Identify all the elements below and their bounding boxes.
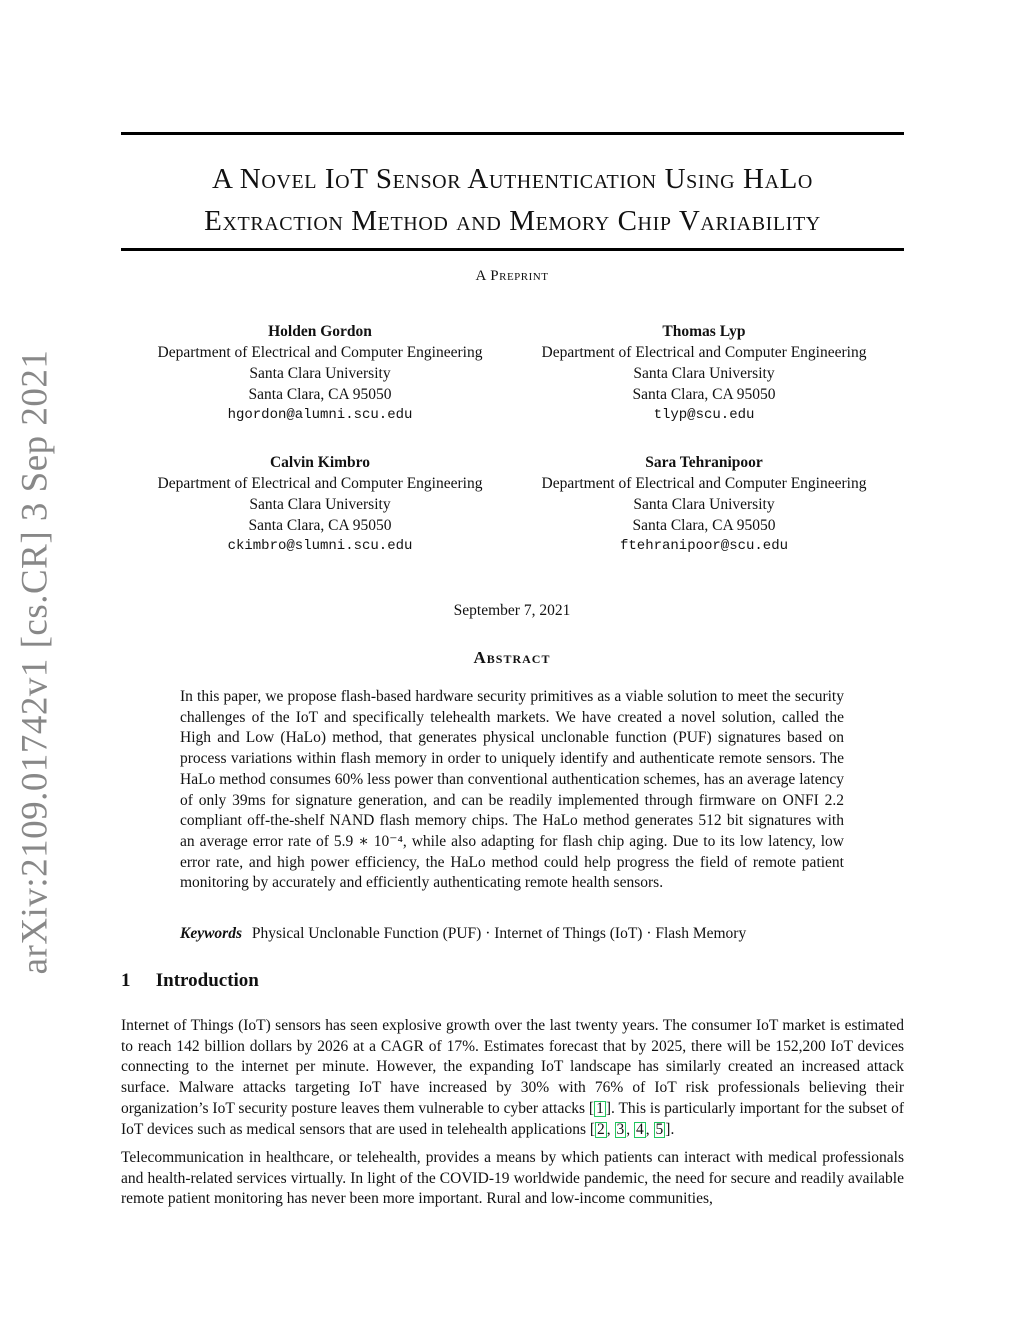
author-city: Santa Clara, CA 95050: [248, 517, 392, 534]
author-block: [120, 321, 520, 426]
intro-paragraph-2: Telecommunication in healthcare, or telehealth, provides a means by which patients can interact with medical professionals and health-related services virtually. In light of the COVID-19 worldwide pandemic, the need for secure and readily available remote patient monitoring has never been more important. Rural and low-income communities,: [121, 1149, 904, 1208]
author-name: Holden Gordon: [268, 323, 372, 340]
keywords-list: Physical Unclonable Function (PUF) · Internet of Things (IoT) · Flash Memory: [251, 925, 747, 942]
citation-separator: ,: [645, 1120, 654, 1138]
author-department: Department of Electrical and Computer Engineering: [541, 344, 867, 361]
intro-paragraph-1: [121, 1016, 904, 1140]
author-block: [504, 452, 904, 557]
author-city: Santa Clara, CA 95050: [632, 517, 776, 534]
paper-date: September 7, 2021: [453, 602, 571, 619]
intro-text: ].: [665, 1120, 675, 1138]
intro-text: ]. This is particularly important for the subset of IoT devices such as medical sensors that are used in telehealth applications [: [121, 1099, 904, 1138]
author-city: Santa Clara, CA 95050: [632, 386, 776, 403]
author-department: Department of Electrical and Computer Engineering: [541, 475, 867, 492]
author-email[interactable]: hgordon@alumni.scu.edu: [227, 407, 413, 423]
preprint-label: A Preprint: [475, 268, 549, 284]
citation-link[interactable]: 4: [636, 1120, 644, 1138]
title-line-1: A Novel IoT Sensor Authentication Using HaLo: [212, 163, 813, 195]
author-university: Santa Clara University: [633, 365, 775, 382]
abstract-text: In this paper, we propose flash-based hardware security primitives as a viable solution to meet the security challenges of the IoT and specifically telehealth markets. We have created a novel solution, called the High and Low (HaLo) method, that generates physical unclonable function (PUF) signatures based on process variations within flash memory in order to uniquely identify and authenticate remote sensors. The HaLo method consumes 60% less power than conventional authentication schemes, has an average latency of only 39ms for signature generation, and can be readily implemented through firmware on ONFI 2.2 compliant off-the-shelf NAND flash memory chips. The HaLo method generates 512 bit signatures with an average error rate of 5.9 ∗ 10⁻⁴, while also adapting for flash chip aging. Due to its low latency, low error rate, and high power efficiency, the HaLo method could help progress the field of remote patient monitoring by accurately and efficiently authenticating remote health sensors.: [180, 688, 844, 892]
title-line-2: Extraction Method and Memory Chip Variability: [204, 205, 821, 237]
citation-link[interactable]: 2: [597, 1120, 605, 1138]
intro-text: Internet of Things (IoT) sensors has seen explosive growth over the last twenty years. The consumer IoT market is estimated to reach 142 billion dollars by 2026 at a CAGR of 17%. Estimates forecast that by 2025, there will be 152,200 IoT devices connecting to the internet per minute. However, the expanding IoT landscape has similarly created an increased attack surface. Malware attacks targeting IoT have increased by 30% with 76% of IoT risk professionals believing their organization’s IoT security posture leaves them vulnerable to cyber attacks [: [121, 1017, 904, 1117]
author-block: [120, 452, 520, 557]
author-email[interactable]: tlyp@scu.edu: [653, 407, 755, 423]
abstract-heading: Abstract: [473, 648, 551, 667]
author-name: Sara Tehranipoor: [645, 454, 763, 471]
author-name: Thomas Lyp: [662, 323, 746, 340]
keywords: [180, 925, 844, 943]
author-name: Calvin Kimbro: [269, 454, 371, 471]
author-email[interactable]: ckimbro@slumni.scu.edu: [227, 538, 413, 554]
author-email[interactable]: ftehranipoor@scu.edu: [619, 538, 789, 554]
section-heading: [121, 970, 259, 992]
keywords-label: Keywords: [180, 925, 242, 942]
title-rule-bottom: [121, 248, 904, 251]
section-number: 1: [121, 970, 131, 991]
citation-separator: ,: [626, 1120, 635, 1138]
citation-separator: ,: [606, 1120, 615, 1138]
citation-link[interactable]: 1: [596, 1099, 604, 1117]
author-city: Santa Clara, CA 95050: [248, 386, 392, 403]
author-department: Department of Electrical and Computer Engineering: [157, 475, 483, 492]
author-block: [504, 321, 904, 426]
title-rule-top: [121, 132, 904, 135]
author-university: Santa Clara University: [633, 496, 775, 513]
paper-title: [121, 158, 904, 242]
citation-link[interactable]: 3: [616, 1120, 625, 1138]
arxiv-identifier: arXiv:2109.01742v1 [cs.CR] 3 Sep 2021: [14, 349, 56, 975]
citation-link[interactable]: 5: [655, 1120, 664, 1138]
author-department: Department of Electrical and Computer Engineering: [157, 344, 483, 361]
author-university: Santa Clara University: [249, 365, 391, 382]
section-title: Introduction: [155, 970, 259, 991]
author-university: Santa Clara University: [249, 496, 391, 513]
